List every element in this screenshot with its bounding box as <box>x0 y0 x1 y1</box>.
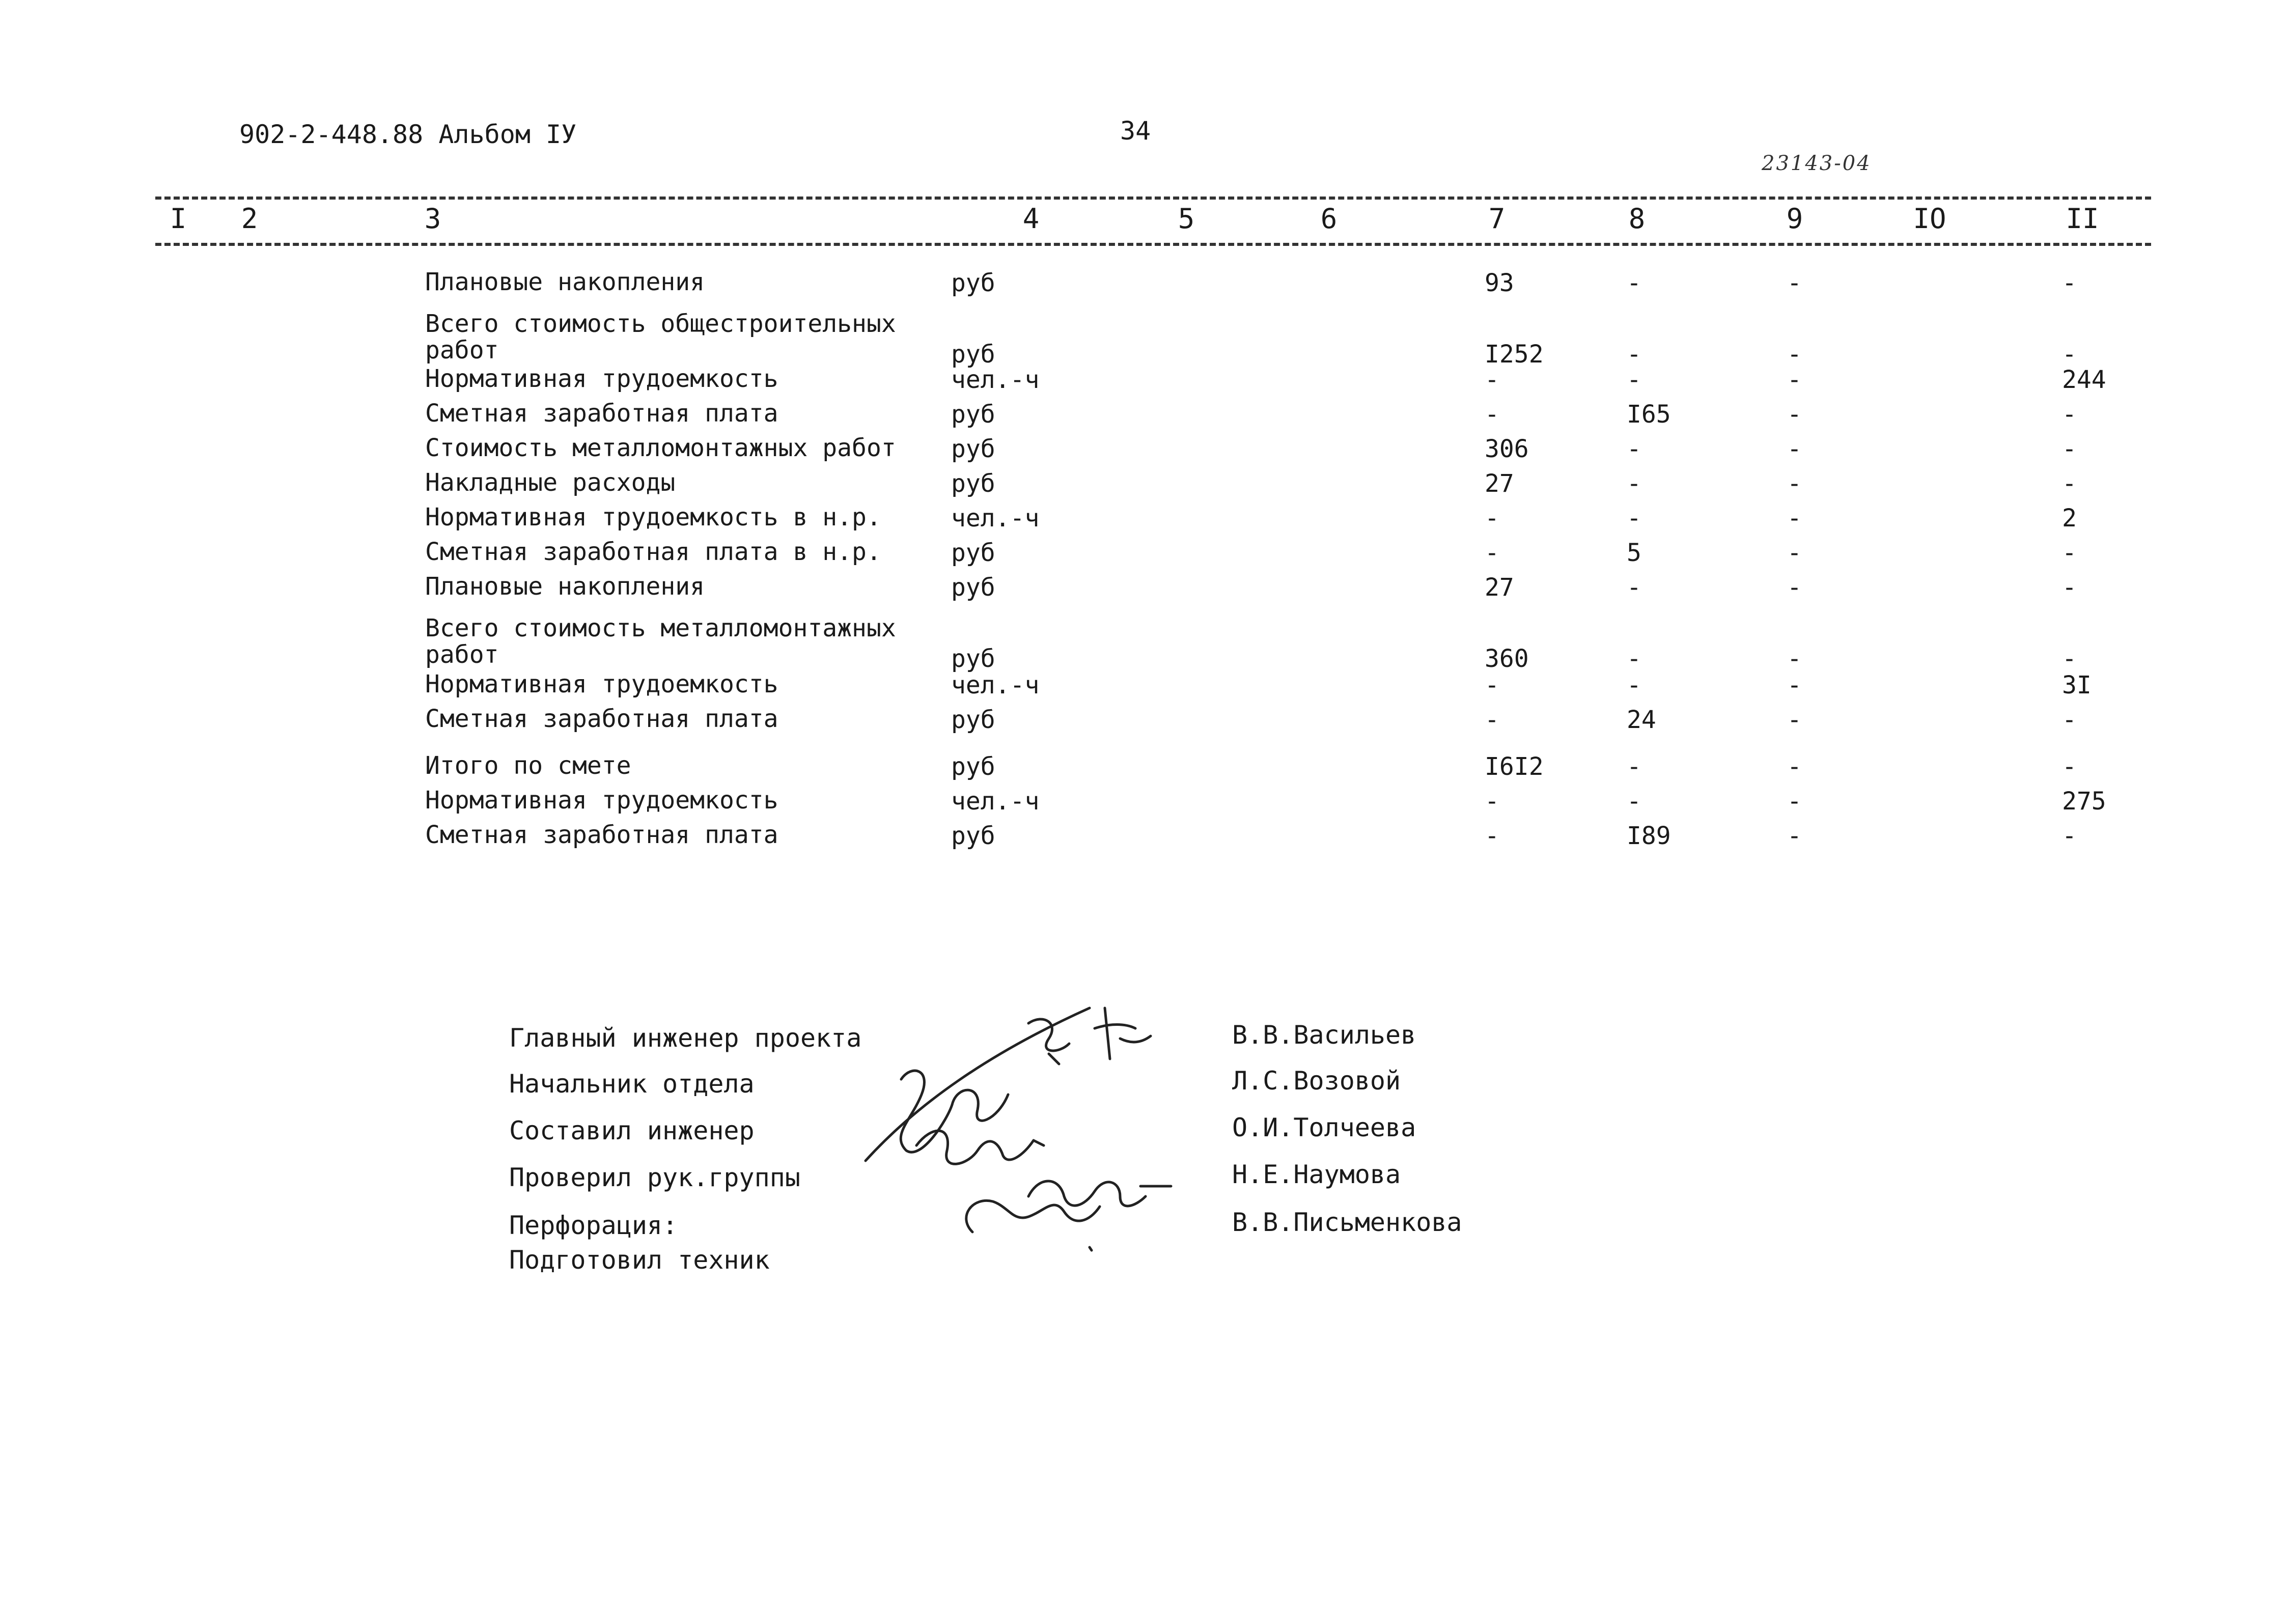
row-col8: - <box>1627 645 1641 673</box>
row-col7: - <box>1485 504 1499 533</box>
row-col7: 360 <box>1485 645 1529 673</box>
column-number-11: II <box>2066 203 2099 235</box>
signatory-role: Подготовил техник <box>509 1245 770 1275</box>
signatory-name: Н.Е.Наумова <box>1232 1160 1401 1189</box>
column-number-2: 2 <box>241 203 258 235</box>
row-col7: 27 <box>1485 469 1514 498</box>
row-name: Плановые накопления <box>425 572 705 601</box>
row-col11: - <box>2062 706 2077 734</box>
page-number: 34 <box>1120 116 1151 146</box>
handwritten-signatures <box>855 993 1222 1257</box>
signatory-name: О.И.Толчеева <box>1232 1113 1416 1142</box>
document-number: 902-2-448.88 Альбом IУ <box>239 120 577 149</box>
row-col9: - <box>1787 504 1802 533</box>
row-col11: - <box>2062 400 2077 429</box>
row-col8: 5 <box>1627 539 1641 567</box>
row-unit: руб <box>951 706 995 734</box>
row-col9: - <box>1787 645 1802 673</box>
row-col9: - <box>1787 706 1802 734</box>
column-number-8: 8 <box>1628 203 1646 235</box>
signatory-role: Составил инженер <box>509 1116 755 1145</box>
signatory-role: Перфорация: <box>509 1211 678 1240</box>
row-col8: 24 <box>1627 706 1656 734</box>
row-name: Нормативная трудоемкость <box>425 670 778 698</box>
row-unit: руб <box>951 400 995 429</box>
row-unit: руб <box>951 435 995 463</box>
row-name: Сметная заработная плата <box>425 399 778 428</box>
row-col7: I252 <box>1485 340 1544 369</box>
row-col11: - <box>2062 340 2077 369</box>
row-col9: - <box>1787 752 1802 781</box>
row-col8: - <box>1627 340 1641 369</box>
row-col7: - <box>1485 539 1499 567</box>
row-col11: - <box>2062 573 2077 602</box>
row-col7: - <box>1485 822 1499 850</box>
row-name: Сметная заработная плата <box>425 705 778 733</box>
row-col8: I65 <box>1627 400 1671 429</box>
row-col11: - <box>2062 822 2077 850</box>
row-col9: - <box>1787 400 1802 429</box>
signatory-name: В.В.Васильев <box>1232 1020 1416 1050</box>
row-name: Сметная заработная плата <box>425 821 778 849</box>
row-col11: 275 <box>2062 787 2106 816</box>
signatory-role: Начальник отдела <box>509 1069 755 1099</box>
row-col8: - <box>1627 752 1641 781</box>
row-name: Нормативная трудоемкость <box>425 786 778 815</box>
row-unit: чел.-ч <box>951 366 1040 394</box>
row-col9: - <box>1787 671 1802 699</box>
row-col11: - <box>2062 269 2077 297</box>
row-col8: - <box>1627 787 1641 816</box>
row-col8: - <box>1627 504 1641 533</box>
row-unit: руб <box>951 269 995 297</box>
row-name: Накладные расходы <box>425 468 676 497</box>
row-col8: - <box>1627 671 1641 699</box>
row-col7: - <box>1485 366 1499 394</box>
row-col9: - <box>1787 269 1802 297</box>
row-col11: 3I <box>2062 671 2092 699</box>
row-col7: - <box>1485 400 1499 429</box>
row-unit: руб <box>951 573 995 602</box>
row-col9: - <box>1787 469 1802 498</box>
row-col7: I6I2 <box>1485 752 1544 781</box>
row-col9: - <box>1787 822 1802 850</box>
row-col9: - <box>1787 340 1802 369</box>
row-col8: - <box>1627 573 1641 602</box>
row-col8: - <box>1627 269 1641 297</box>
row-col9: - <box>1787 366 1802 394</box>
signatory-role: Главный инженер проекта <box>509 1023 862 1053</box>
row-name: Всего стоимость металломонтажных работ <box>425 614 896 669</box>
column-number-7: 7 <box>1488 203 1506 235</box>
row-col8: - <box>1627 435 1641 463</box>
row-name: Нормативная трудоемкость <box>425 365 778 393</box>
row-col11: 244 <box>2062 366 2106 394</box>
column-number-3: 3 <box>424 203 441 235</box>
row-col11: - <box>2062 752 2077 781</box>
row-col11: - <box>2062 469 2077 498</box>
row-col11: 2 <box>2062 504 2077 533</box>
row-unit: руб <box>951 645 995 673</box>
row-col9: - <box>1787 573 1802 602</box>
row-unit: руб <box>951 469 995 498</box>
row-col9: - <box>1787 787 1802 816</box>
row-col8: - <box>1627 469 1641 498</box>
signatory-name: Л.С.Возовой <box>1232 1066 1401 1096</box>
row-name: Сметная заработная плата в н.р. <box>425 538 881 566</box>
row-unit: чел.-ч <box>951 671 1040 699</box>
row-unit: чел.-ч <box>951 504 1040 533</box>
row-name: Всего стоимость общестроительных работ <box>425 310 896 365</box>
row-col11: - <box>2062 539 2077 567</box>
row-col11: - <box>2062 645 2077 673</box>
row-unit: руб <box>951 822 995 850</box>
row-col9: - <box>1787 539 1802 567</box>
column-number-1: I <box>170 203 187 235</box>
row-col7: - <box>1485 706 1499 734</box>
row-unit: руб <box>951 539 995 567</box>
row-col7: 306 <box>1485 435 1529 463</box>
row-name: Плановые накопления <box>425 268 705 296</box>
column-number-9: 9 <box>1786 203 1803 235</box>
row-unit: чел.-ч <box>951 787 1040 816</box>
column-number-4: 4 <box>1022 203 1040 235</box>
row-col9: - <box>1787 435 1802 463</box>
column-number-5: 5 <box>1178 203 1195 235</box>
row-col7: - <box>1485 787 1499 816</box>
row-unit: руб <box>951 340 995 369</box>
column-number-10: IO <box>1913 203 1946 235</box>
row-col7: 93 <box>1485 269 1514 297</box>
row-name: Стоимость металломонтажных работ <box>425 434 896 462</box>
row-name: Итого по смете <box>425 751 631 780</box>
row-col11: - <box>2062 435 2077 463</box>
row-name: Нормативная трудоемкость в н.р. <box>425 503 881 531</box>
row-col8: I89 <box>1627 822 1671 850</box>
row-col7: - <box>1485 671 1499 699</box>
row-unit: руб <box>951 752 995 781</box>
signatory-name: В.В.Письменкова <box>1232 1208 1462 1237</box>
row-col8: - <box>1627 366 1641 394</box>
archive-code: 23143-04 <box>1762 152 1872 175</box>
row-col7: 27 <box>1485 573 1514 602</box>
signatory-role: Проверил рук.группы <box>509 1163 800 1192</box>
column-number-6: 6 <box>1320 203 1337 235</box>
